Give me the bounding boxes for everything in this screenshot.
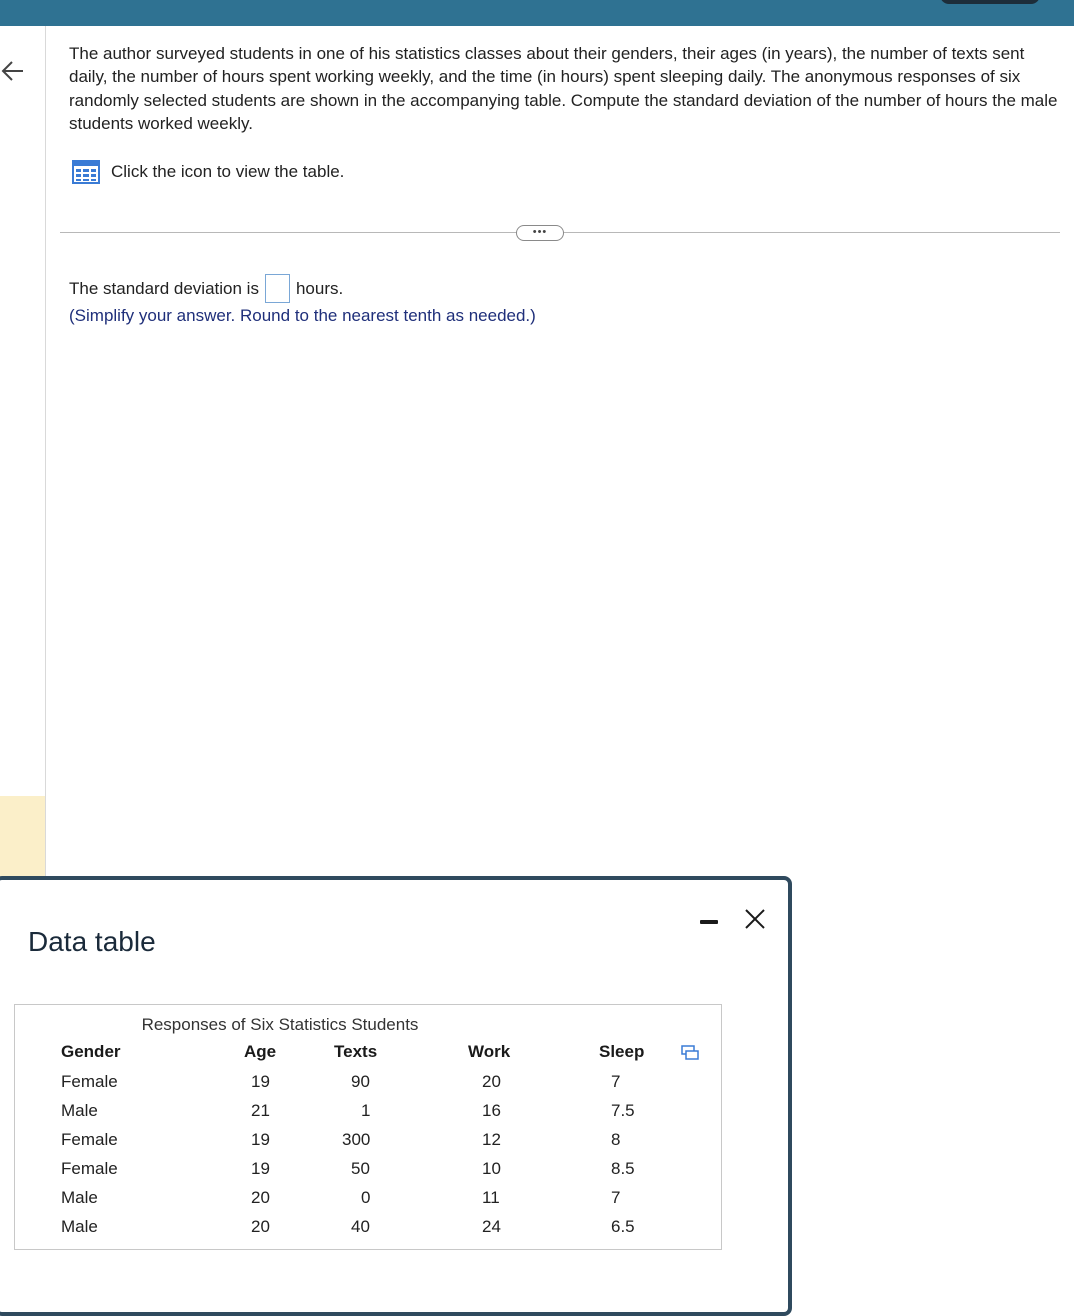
view-table-link[interactable] xyxy=(72,160,344,184)
cell-gender: Female xyxy=(61,1159,118,1178)
data-table xyxy=(14,1004,722,1250)
cell-sleep: 7 xyxy=(611,1188,621,1207)
cell-texts: 1 xyxy=(361,1101,371,1120)
top-bar xyxy=(0,0,1074,26)
cell-sleep: 8.5 xyxy=(611,1159,635,1178)
view-table-label[interactable]: Click the icon to view the table. xyxy=(111,162,345,181)
cell-work: 16 xyxy=(482,1101,501,1120)
cell-work: 10 xyxy=(482,1159,501,1178)
table-caption: Responses of Six Statistics Students xyxy=(141,1015,419,1034)
cell-gender: Male xyxy=(61,1188,98,1207)
answer-suffix: hours. xyxy=(295,278,344,298)
header-texts: Texts xyxy=(334,1042,378,1061)
cell-age: 19 xyxy=(251,1072,270,1091)
cell-sleep: 7.5 xyxy=(611,1101,635,1120)
minimize-icon[interactable] xyxy=(698,906,722,930)
left-rail xyxy=(0,26,46,876)
header-work: Work xyxy=(468,1042,511,1061)
cell-texts: 300 xyxy=(342,1130,371,1149)
cell-gender: Female xyxy=(61,1072,118,1091)
cell-gender: Female xyxy=(61,1130,118,1149)
cell-work: 11 xyxy=(482,1188,500,1207)
cell-age: 20 xyxy=(251,1217,270,1236)
copy-icon[interactable] xyxy=(681,1045,699,1061)
cell-work: 20 xyxy=(482,1072,501,1091)
cell-sleep: 6.5 xyxy=(611,1217,635,1236)
answer-input[interactable] xyxy=(265,274,290,303)
grid-table-icon[interactable] xyxy=(72,160,100,184)
header-sleep: Sleep xyxy=(599,1042,645,1061)
cell-texts: 50 xyxy=(351,1159,370,1178)
rail-highlight xyxy=(0,796,45,886)
cell-age: 21 xyxy=(251,1101,270,1120)
cell-age: 19 xyxy=(251,1159,270,1178)
cell-sleep: 8 xyxy=(611,1130,621,1149)
cell-age: 20 xyxy=(251,1188,270,1207)
expand-button[interactable]: ••• xyxy=(516,225,564,241)
data-table-dialog xyxy=(0,876,792,1316)
cell-gender: Male xyxy=(61,1217,98,1236)
cell-age: 19 xyxy=(251,1130,270,1149)
answer-line xyxy=(69,274,343,303)
cell-texts: 40 xyxy=(351,1217,370,1236)
answer-prefix: The standard deviation is xyxy=(69,278,259,298)
cell-texts: 0 xyxy=(361,1188,371,1207)
cell-work: 12 xyxy=(482,1130,501,1149)
close-icon[interactable] xyxy=(742,906,768,932)
topbar-button[interactable] xyxy=(940,0,1040,4)
cell-texts: 90 xyxy=(351,1072,370,1091)
cell-work: 24 xyxy=(482,1217,501,1236)
answer-hint: (Simplify your answer. Round to the nearest tenth as needed.) xyxy=(69,306,536,325)
dialog-title: Data table xyxy=(28,926,156,957)
header-age: Age xyxy=(244,1042,277,1061)
cell-sleep: 7 xyxy=(611,1072,621,1091)
header-gender: Gender xyxy=(61,1042,121,1061)
question-text: The author surveyed students in one of his statistics classes about their genders, their ages (in years), the number of texts sent daily, the number of hours spent working weekly, and the time (in hours) spent sleeping daily. The anonymous responses of six randomly selected students are shown in the accompanying table. Compute the standard deviation of the number of hours the male students worked weekly. xyxy=(69,44,1058,134)
back-arrow-icon[interactable] xyxy=(0,58,26,84)
cell-gender: Male xyxy=(61,1101,98,1120)
